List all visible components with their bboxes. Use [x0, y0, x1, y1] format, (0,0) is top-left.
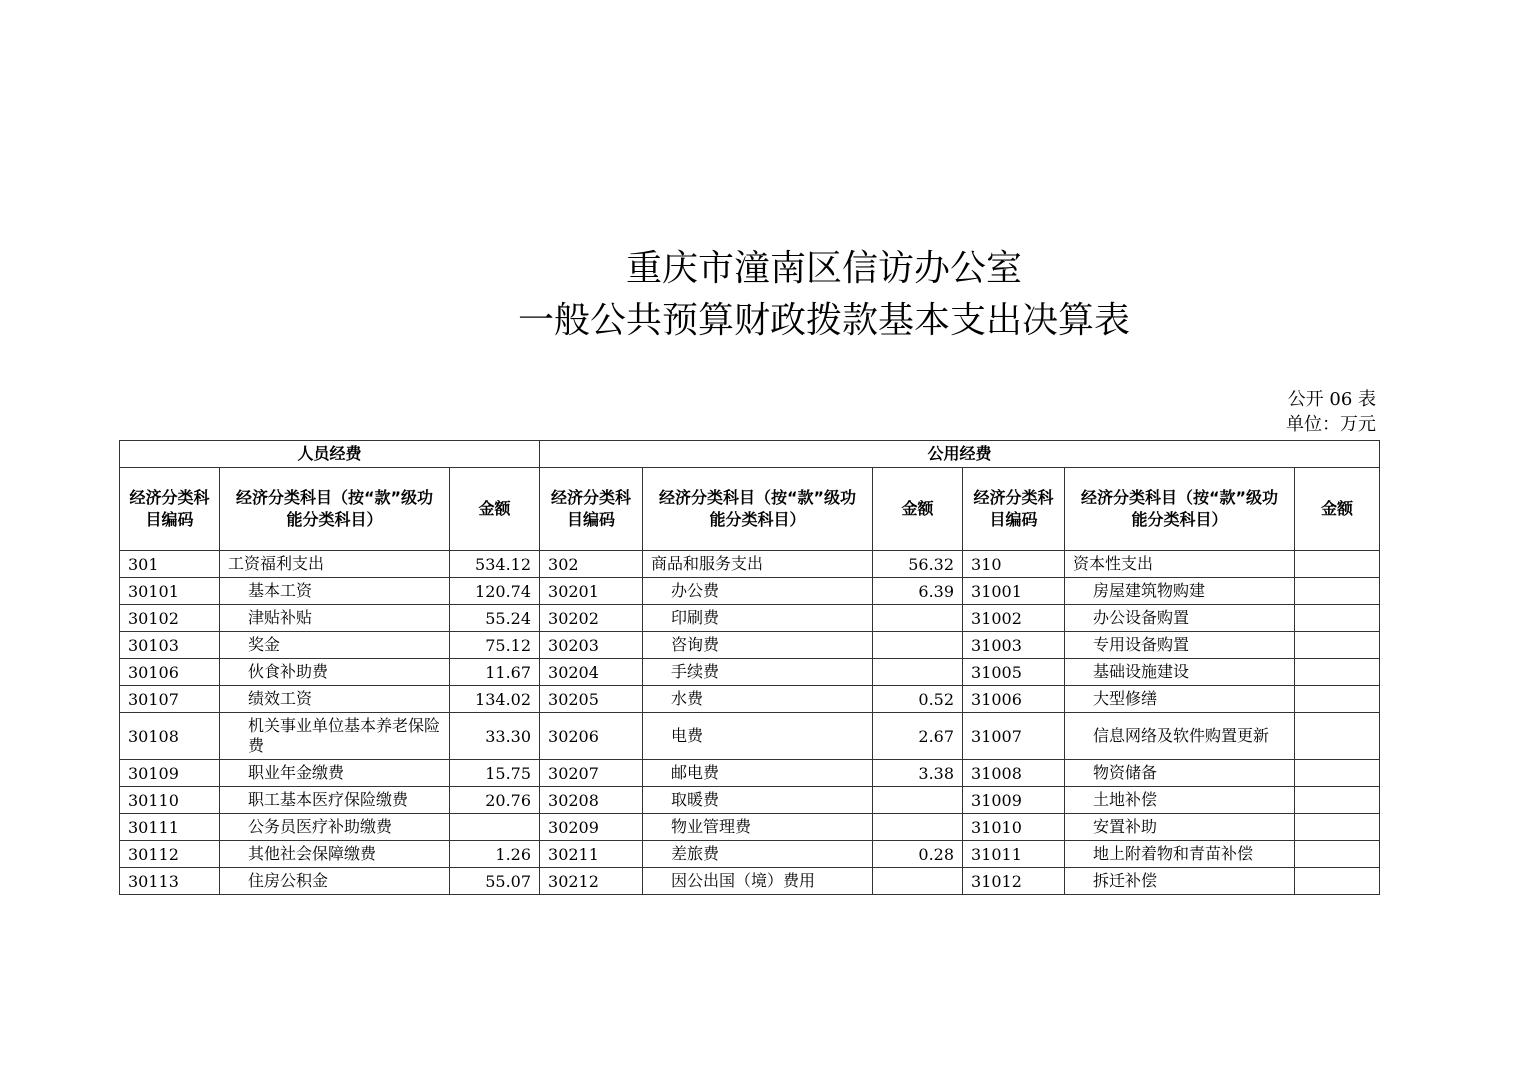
public-amount-cell: 0.28: [873, 841, 963, 868]
personnel-code-cell: 30111: [120, 814, 220, 841]
table-number: 公开 06 表: [1287, 389, 1376, 410]
personnel-code-cell: 30101: [120, 578, 220, 605]
capital-amount-cell: [1295, 686, 1380, 713]
capital-name-cell: 安置补助: [1065, 814, 1295, 841]
personnel-name-cell: 其他社会保障缴费: [220, 841, 450, 868]
personnel-amount-cell: 134.02: [450, 686, 540, 713]
personnel-name-cell: 工资福利支出: [220, 551, 450, 578]
public-code-cell: 30202: [540, 605, 643, 632]
public-code-cell: 30206: [540, 713, 643, 760]
public-amount-cell: 56.32: [873, 551, 963, 578]
personnel-code-cell: 30102: [120, 605, 220, 632]
public-code-cell: 30212: [540, 868, 643, 895]
capital-code-cell: 31009: [963, 787, 1065, 814]
personnel-amount-cell: 75.12: [450, 632, 540, 659]
capital-code-cell: 31011: [963, 841, 1065, 868]
capital-code-cell: 310: [963, 551, 1065, 578]
table-body: [120, 551, 1380, 895]
public-name-cell: 印刷费: [643, 605, 873, 632]
public-amount-cell: [873, 605, 963, 632]
capital-amount-cell: [1295, 632, 1380, 659]
capital-amount-cell: [1295, 814, 1380, 841]
public-amount-cell: 2.67: [873, 713, 963, 760]
unit-label: 单位：万元: [1286, 414, 1376, 435]
capital-amount-cell: [1295, 605, 1380, 632]
public-amount-cell: 0.52: [873, 686, 963, 713]
capital-amount-cell: [1295, 713, 1380, 760]
col-code: 经济分类科目编码: [963, 468, 1065, 551]
personnel-amount-cell: [450, 814, 540, 841]
personnel-code-cell: 30109: [120, 760, 220, 787]
col-code: 经济分类科目编码: [120, 468, 220, 551]
personnel-code-cell: 30113: [120, 868, 220, 895]
personnel-name-cell: 职业年金缴费: [220, 760, 450, 787]
personnel-amount-cell: 120.74: [450, 578, 540, 605]
capital-amount-cell: [1295, 551, 1380, 578]
capital-code-cell: 31005: [963, 659, 1065, 686]
public-name-cell: 差旅费: [643, 841, 873, 868]
capital-code-cell: 31008: [963, 760, 1065, 787]
personnel-name-cell: 机关事业单位基本养老保险费: [220, 713, 450, 760]
capital-amount-cell: [1295, 787, 1380, 814]
personnel-name-cell: 绩效工资: [220, 686, 450, 713]
public-code-cell: 30201: [540, 578, 643, 605]
col-amount: 金额: [873, 468, 963, 551]
public-code-cell: 30207: [540, 760, 643, 787]
personnel-amount-cell: 55.07: [450, 868, 540, 895]
capital-amount-cell: [1295, 578, 1380, 605]
personnel-name-cell: 职工基本医疗保险缴费: [220, 787, 450, 814]
public-code-cell: 30209: [540, 814, 643, 841]
personnel-code-cell: 30110: [120, 787, 220, 814]
capital-name-cell: 专用设备购置: [1065, 632, 1295, 659]
public-amount-cell: [873, 868, 963, 895]
capital-code-cell: 31002: [963, 605, 1065, 632]
personnel-code-cell: 30107: [120, 686, 220, 713]
col-name: 经济分类科目（按“款”级功能分类科目）: [220, 468, 450, 551]
capital-name-cell: 土地补偿: [1065, 787, 1295, 814]
table-row: [120, 632, 1380, 659]
capital-code-cell: 31003: [963, 632, 1065, 659]
table-row: [120, 551, 1380, 578]
public-amount-cell: [873, 632, 963, 659]
capital-code-cell: 31007: [963, 713, 1065, 760]
personnel-name-cell: 奖金: [220, 632, 450, 659]
table-row: [120, 605, 1380, 632]
personnel-name-cell: 公务员医疗补助缴费: [220, 814, 450, 841]
personnel-amount-cell: 15.75: [450, 760, 540, 787]
table-row: [120, 713, 1380, 760]
capital-name-cell: 房屋建筑物购建: [1065, 578, 1295, 605]
page-subtitle: 一般公共预算财政拨款基本支出决算表: [517, 300, 1130, 341]
col-name: 经济分类科目（按“款”级功能分类科目）: [1065, 468, 1295, 551]
group-header-row: [120, 441, 1380, 468]
col-amount: 金额: [1295, 468, 1380, 551]
table-row: [120, 760, 1380, 787]
public-name-cell: 邮电费: [643, 760, 873, 787]
capital-amount-cell: [1295, 659, 1380, 686]
table-row: [120, 578, 1380, 605]
public-name-cell: 因公出国（境）费用: [643, 868, 873, 895]
public-name-cell: 手续费: [643, 659, 873, 686]
public-code-cell: 302: [540, 551, 643, 578]
personnel-name-cell: 基本工资: [220, 578, 450, 605]
personnel-amount-cell: 11.67: [450, 659, 540, 686]
public-code-cell: 30205: [540, 686, 643, 713]
capital-name-cell: 基础设施建设: [1065, 659, 1295, 686]
personnel-code-cell: 30106: [120, 659, 220, 686]
personnel-code-cell: 30108: [120, 713, 220, 760]
public-code-cell: 30203: [540, 632, 643, 659]
public-amount-cell: [873, 787, 963, 814]
public-name-cell: 水费: [643, 686, 873, 713]
public-name-cell: 商品和服务支出: [643, 551, 873, 578]
table-row: [120, 659, 1380, 686]
column-header-row: [120, 468, 1380, 551]
personnel-code-cell: 30112: [120, 841, 220, 868]
capital-code-cell: 31001: [963, 578, 1065, 605]
public-amount-cell: [873, 659, 963, 686]
personnel-code-cell: 301: [120, 551, 220, 578]
personnel-amount-cell: 33.30: [450, 713, 540, 760]
capital-code-cell: 31010: [963, 814, 1065, 841]
public-name-cell: 咨询费: [643, 632, 873, 659]
capital-name-cell: 信息网络及软件购置更新: [1065, 713, 1295, 760]
table-row: [120, 686, 1380, 713]
capital-code-cell: 31006: [963, 686, 1065, 713]
public-name-cell: 取暖费: [643, 787, 873, 814]
personnel-amount-cell: 1.26: [450, 841, 540, 868]
public-name-cell: 物业管理费: [643, 814, 873, 841]
table-row: [120, 787, 1380, 814]
capital-name-cell: 资本性支出: [1065, 551, 1295, 578]
personnel-amount-cell: 534.12: [450, 551, 540, 578]
capital-name-cell: 拆迁补偿: [1065, 868, 1295, 895]
capital-name-cell: 物资储备: [1065, 760, 1295, 787]
table-row: [120, 814, 1380, 841]
capital-amount-cell: [1295, 760, 1380, 787]
personnel-name-cell: 津贴补贴: [220, 605, 450, 632]
table-row: [120, 841, 1380, 868]
capital-amount-cell: [1295, 868, 1380, 895]
capital-name-cell: 地上附着物和青苗补偿: [1065, 841, 1295, 868]
capital-code-cell: 31012: [963, 868, 1065, 895]
public-code-cell: 30208: [540, 787, 643, 814]
group-personnel: 人员经费: [120, 441, 540, 468]
col-amount: 金额: [450, 468, 540, 551]
public-amount-cell: 6.39: [873, 578, 963, 605]
capital-name-cell: 办公设备购置: [1065, 605, 1295, 632]
personnel-code-cell: 30103: [120, 632, 220, 659]
public-amount-cell: 3.38: [873, 760, 963, 787]
personnel-name-cell: 伙食补助费: [220, 659, 450, 686]
capital-name-cell: 大型修缮: [1065, 686, 1295, 713]
personnel-name-cell: 住房公积金: [220, 868, 450, 895]
group-public: 公用经费: [540, 441, 1380, 468]
public-amount-cell: [873, 814, 963, 841]
public-name-cell: 电费: [643, 713, 873, 760]
page-title: 重庆市潼南区信访办公室: [625, 248, 1022, 289]
personnel-amount-cell: 20.76: [450, 787, 540, 814]
table-row: [120, 868, 1380, 895]
capital-amount-cell: [1295, 841, 1380, 868]
personnel-amount-cell: 55.24: [450, 605, 540, 632]
col-name: 经济分类科目（按“款”级功能分类科目）: [643, 468, 873, 551]
public-name-cell: 办公费: [643, 578, 873, 605]
budget-table: [119, 440, 1380, 895]
col-code: 经济分类科目编码: [540, 468, 643, 551]
public-code-cell: 30204: [540, 659, 643, 686]
public-code-cell: 30211: [540, 841, 643, 868]
